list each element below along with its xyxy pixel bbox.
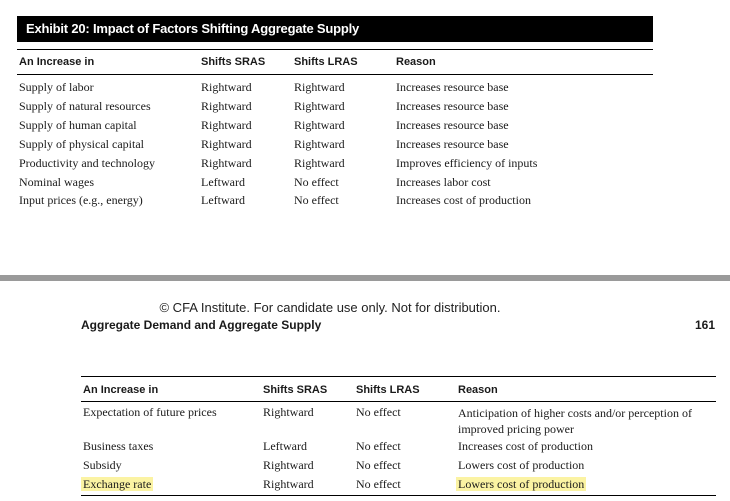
header-shifts-lras: Shifts LRAS bbox=[356, 384, 420, 396]
cell-factor: Expectation of future prices bbox=[83, 405, 217, 419]
cell-sras: Leftward bbox=[201, 175, 245, 189]
cell-factor: Supply of labor bbox=[19, 80, 94, 94]
cell-lras: No effect bbox=[356, 439, 401, 453]
cell-lras: No effect bbox=[356, 405, 401, 419]
cell-sras: Leftward bbox=[263, 439, 307, 453]
cell-reason: Anticipation of higher costs and/or perception of improved pricing power bbox=[458, 406, 692, 436]
cell-lras: No effect bbox=[356, 477, 401, 491]
cell-factor: Supply of natural resources bbox=[19, 99, 151, 113]
cell-lras: Rightward bbox=[294, 137, 345, 151]
cell-reason: Increases resource base bbox=[396, 118, 509, 132]
table-top-rule bbox=[81, 376, 716, 377]
exhibit-header-rule bbox=[17, 74, 653, 75]
header-increase-in: An Increase in bbox=[19, 56, 95, 68]
cell-factor: Supply of physical capital bbox=[19, 137, 144, 151]
highlighted-text: Exchange rate bbox=[83, 477, 152, 491]
cell-factor: Business taxes bbox=[83, 439, 154, 453]
cell-reason: Increases cost of production bbox=[396, 193, 531, 207]
cell-reason: Increases resource base bbox=[396, 80, 509, 94]
running-head: Aggregate Demand and Aggregate Supply bbox=[81, 318, 322, 332]
cell-sras: Rightward bbox=[201, 137, 252, 151]
cell-sras: Leftward bbox=[201, 193, 245, 207]
page-number: 161 bbox=[694, 318, 715, 332]
cell-reason: Increases labor cost bbox=[396, 175, 491, 189]
cell-sras: Rightward bbox=[201, 80, 252, 94]
header-reason: Reason bbox=[396, 56, 436, 68]
highlighted-text: Lowers cost of production bbox=[458, 477, 585, 491]
cell-lras: No effect bbox=[294, 193, 339, 207]
cell-factor: Input prices (e.g., energy) bbox=[19, 193, 143, 207]
cell-reason: Improves efficiency of inputs bbox=[396, 156, 538, 170]
header-increase-in: An Increase in bbox=[83, 384, 159, 396]
cell-reason: Increases resource base bbox=[396, 137, 509, 151]
table-bottom-rule bbox=[81, 495, 716, 496]
cell-factor bbox=[83, 477, 153, 492]
cell-lras: Rightward bbox=[294, 118, 345, 132]
cell-lras: Rightward bbox=[294, 156, 345, 170]
cell-factor: Productivity and technology bbox=[19, 156, 155, 170]
cell-sras: Rightward bbox=[263, 458, 314, 472]
header-shifts-lras: Shifts LRAS bbox=[294, 56, 358, 68]
cell-reason bbox=[458, 477, 586, 492]
exhibit-title: Exhibit 20: Impact of Factors Shifting Aggregate Supply bbox=[17, 16, 653, 42]
exhibit-top-rule bbox=[17, 49, 653, 50]
cell-sras: Rightward bbox=[201, 118, 252, 132]
header-shifts-sras: Shifts SRAS bbox=[263, 384, 328, 396]
cell-lras: No effect bbox=[294, 175, 339, 189]
cell-reason: Increases cost of production bbox=[458, 439, 593, 453]
header-reason: Reason bbox=[458, 384, 498, 396]
cell-sras: Rightward bbox=[263, 477, 314, 491]
cell-factor: Nominal wages bbox=[19, 175, 94, 189]
copyright-notice: © CFA Institute. For candidate use only. Not for distribution. bbox=[159, 300, 501, 315]
cell-lras: Rightward bbox=[294, 99, 345, 113]
table-header-rule bbox=[81, 401, 716, 402]
cell-sras: Rightward bbox=[263, 405, 314, 419]
cell-sras: Rightward bbox=[201, 156, 252, 170]
cell-lras: Rightward bbox=[294, 80, 345, 94]
header-shifts-sras: Shifts SRAS bbox=[201, 56, 266, 68]
cell-factor: Supply of human capital bbox=[19, 118, 137, 132]
cell-reason: Lowers cost of production bbox=[458, 458, 585, 472]
cell-lras: No effect bbox=[356, 458, 401, 472]
cell-factor: Subsidy bbox=[83, 458, 122, 472]
cell-reason: Increases resource base bbox=[396, 99, 509, 113]
cell-sras: Rightward bbox=[201, 99, 252, 113]
page-separator bbox=[0, 275, 730, 281]
